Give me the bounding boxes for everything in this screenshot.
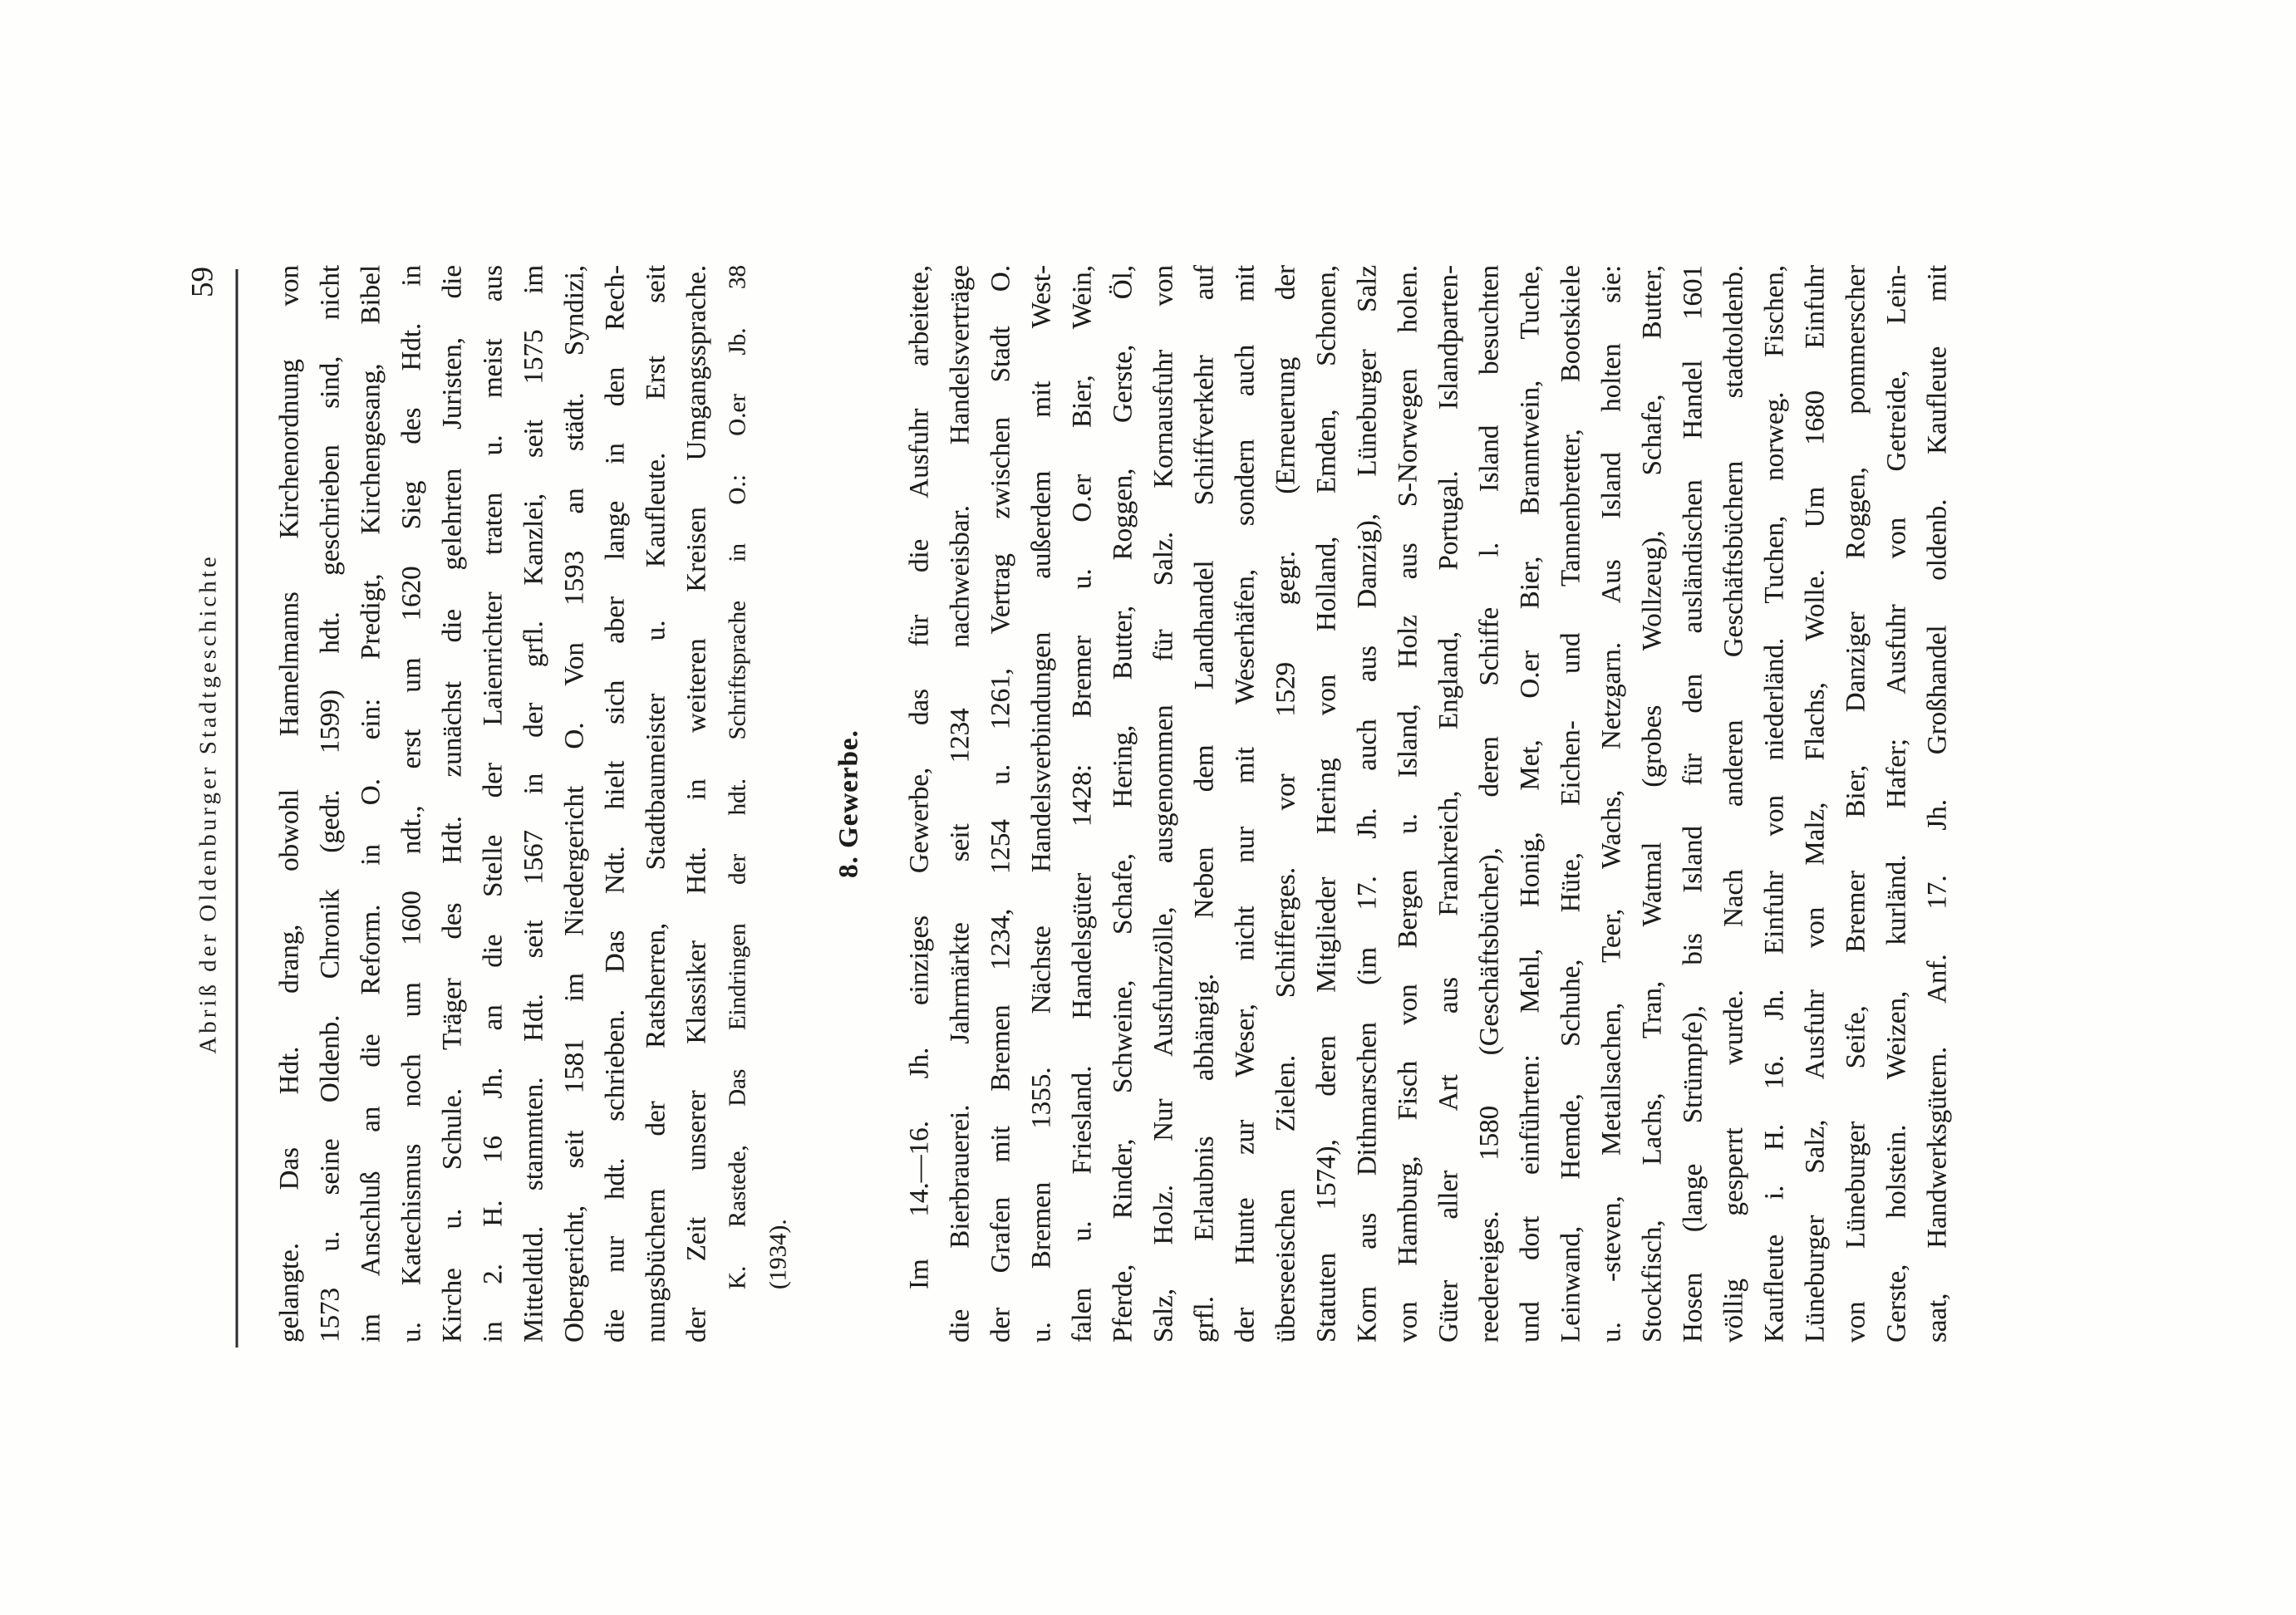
text-line: gelangte. Das Hdt. drang, obwohl Hamelmanns Kirchenordnung von: [274, 265, 304, 1343]
text-line: Korn aus Dithmarschen (im 17. Jh. auch aus Danzig), Lüneburger Salz: [1352, 265, 1382, 1343]
text-line: Kaufleute i. H. 16. Jh. Einfuhr von niederländ. Tuchen, norweg. Fischen,: [1759, 265, 1789, 1343]
paragraph-1: [269, 265, 717, 1343]
text-line: 1573 u. seine Oldenb. Chronik (gedr. 1599) hdt. geschrieben sind, nicht: [315, 265, 345, 1343]
text-line: in 2. H. 16 Jh. an die Stelle der Laienrichter traten u. meist aus: [478, 265, 508, 1343]
text-line: Lüneburger Salz, Ausfuhr von Malz, Flachs, Wolle. Um 1680 Einfuhr: [1800, 265, 1830, 1343]
text-line: (1934).: [765, 1219, 791, 1289]
text-line: von Hamburg, Fisch von Bergen u. Island, Holz aus S-Norwegen holen.: [1393, 265, 1423, 1343]
text-line: falen u. Friesland. Handelsgüter 1428: Bremer u. O.er Bier, Wein,: [1067, 265, 1097, 1343]
header-rule: [235, 269, 238, 1347]
text-line: Mitteldtld. stammten. Hdt. seit 1567 in der grfl. Kanzlei, seit 1575 im: [519, 265, 548, 1343]
text-line: K. Rastede, Das Eindringen der hdt. Schriftsprache in O.: O.er Jb. 38: [724, 265, 750, 1289]
running-title: Abriß der Oldenburger Stadtgeschichte: [194, 553, 221, 1054]
text-line: völlig gesperrt wurde. Nach anderen Geschäftsbüchern stadtoldenb.: [1718, 265, 1748, 1343]
text-line: u. Bremen 1355. Nächste Handelsverbindungen außerdem mit West-: [1026, 265, 1056, 1343]
text-line: Salz, Holz. Nur Ausfuhrzölle, ausgenommen für Salz. Kornausfuhr von: [1148, 265, 1178, 1343]
text-line: Gerste, holstein. Weizen, kurländ. Hafer; Ausfuhr von Getreide, Lein-: [1881, 265, 1911, 1343]
text-line: Leinwand, Hemde, Schuhe, Hüte, Eichen- und Tannenbretter, Bootskiele: [1556, 265, 1586, 1343]
text-line: und dort einführten: Mehl, Honig, Met, O.er Bier, Branntwein, Tuche,: [1515, 265, 1545, 1343]
text-line: im Anschluß an die Reform. in O. ein: Predigt, Kirchengesang, Bibel: [356, 265, 386, 1343]
text-block: [269, 265, 1958, 1343]
text-line: der Grafen mit Bremen 1234, 1254 u. 1261, Vertrag zwischen Stadt O.: [986, 265, 1015, 1343]
section-heading: 8. Gewerbe.: [833, 729, 863, 878]
paragraph-2: [899, 265, 1958, 1343]
text-line: grfl. Erlaubnis abhängig. Neben dem Landhandel Schiffverkehr auf: [1189, 265, 1219, 1343]
text-line: der Hunte zur Weser, nicht nur mit Weserhäfen, sondern auch mit: [1230, 265, 1260, 1343]
text-line: Statuten 1574), deren Mitglieder Hering von Holland, Emden, Schonen,: [1311, 265, 1341, 1343]
text-line: Obergericht, seit 1581 im Niedergericht O. Von 1593 an städt. Syndizi,: [559, 265, 589, 1343]
citation-block: [717, 265, 799, 1343]
running-header: [185, 265, 234, 1343]
text-line: u. -steven, Metallsachen, Teer, Wachs, Netzgarn. Aus Island holten sie:: [1596, 265, 1626, 1343]
text-line: u. Katechismus noch um 1600 ndt., erst um 1620 Sieg des Hdt. in: [396, 265, 426, 1343]
text-line: saat, Handwerksgütern. Anf. 17. Jh. Großhandel oldenb. Kaufleute mit: [1922, 265, 1952, 1343]
text-line: der Zeit unserer Klassiker Hdt. in weiteren Kreisen Umgangssprache.: [681, 265, 711, 1343]
text-line: Stockfisch, Lachs, Tran, Watmal (grobes Wollzeug), Schafe, Butter,: [1637, 265, 1667, 1343]
text-line: Im 14.—16. Jh. einziges Gewerbe, das für die Ausfuhr arbeitete,: [904, 265, 934, 1289]
text-line: Hosen (lange Strümpfe), bis Island für den ausländischen Handel 1601: [1678, 265, 1708, 1343]
text-line: Pferde, Rinder, Schweine, Schafe, Hering, Butter, Roggen, Gerste, Öl,: [1108, 265, 1138, 1343]
text-line: Kirche u. Schule. Träger des Hdt. zunächst die gelehrten Juristen, die: [437, 265, 467, 1343]
text-line: nungsbüchern der Ratsherren, Stadtbaumeister u. Kaufleute. Erst seit: [641, 265, 671, 1343]
page-number: 59: [185, 267, 219, 297]
text-line: von Lüneburger Seife, Bremer Bier, Danziger Roggen, pommerscher: [1841, 265, 1871, 1343]
text-line: überseeischen Zielen. Schifferges. vor 1529 gegr. (Erneuerung der: [1271, 265, 1300, 1343]
text-line: reedereiges. 1580 (Geschäftsbücher), deren Schiffe l. Island besuchten: [1474, 265, 1504, 1343]
text-line: Güter aller Art aus Frankreich, England, Portugal. Islandparten-: [1433, 265, 1463, 1343]
text-line: die Bierbrauerei. Jahrmärkte seit 1234 nachweisbar. Handelsverträge: [945, 265, 975, 1343]
text-line: die nur hdt. schrieben. Das Ndt. hielt sich aber lange in den Rech-: [600, 265, 630, 1343]
